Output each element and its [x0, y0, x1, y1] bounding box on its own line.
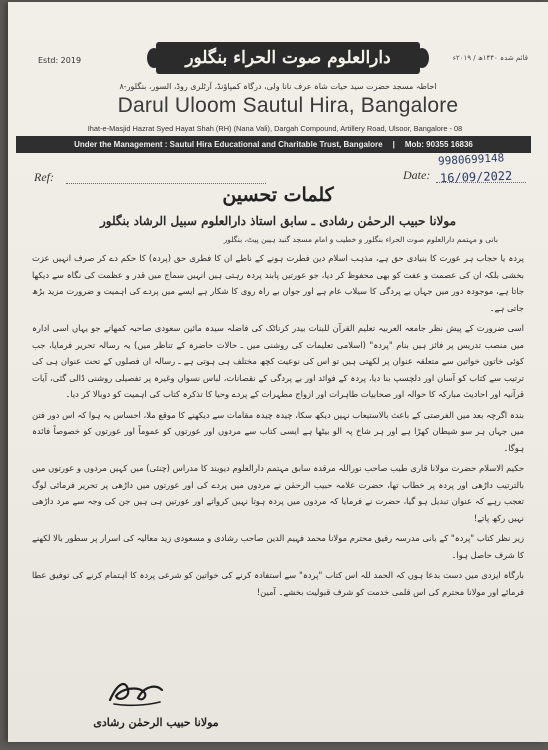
institution-english-name: Darul Uloom Sautul Hira, Bangalore: [117, 94, 459, 117]
author-line: مولانا حبیب الرحمٰن رشادی ـ سابق استاذ دارالعلوم سبیل الرشاد بنگلور: [99, 214, 457, 228]
letterhead-page: [8, 2, 548, 742]
paragraph: اسی ضرورت کے پیش نظر جامعہ العربیہ تعلیم القرآن للبنات بیدر کرناٹک کی فاضلہ سیدہ مائین سعودی صاحبہ کمھاتے جو یہاں اسی ادارہ میں منصب تدریس پر فائز ہیں بنام "پردہ" (اسلامی تعلیمات کی روشنی میں ـ حالات حاضرہ کے تناظر میں) یہ رسالہ تحریر فرمایا، جب کوئی خاتون خواتین سے متعلقہ عنوان پر لکھتی ہیں تو اس کی نوعیت کچھ مختلف ہی ہوتی ہے ـ رسالہ ان فصلوں کے تحت عنوان ہی کی ترتیب سے کتاب کو آسان اور دلچسپ بنا دیا، پردہ کے فوائد اور بے پردگی کے نقصانات، لباس نسواں وغیرہ پر تفصیلی روشنی ڈالی گئی، آیات قرآنیہ اور احادیث مبارکہ کا حوالہ اور صحابیات طاہرات اور ازواج مطہرات کے پردے وحیا کا تذکرہ کتاب کی اہمیت کو دوبالا کر دیا۔: [32, 323, 524, 399]
letter-heading: کلمات تحسین: [222, 184, 334, 206]
author-subline: بانی و مہتمم دارالعلوم صوت الحراء بنگلور و خطیب و امام مسجد گنبد ہیبن پیٹ، بنگلور: [223, 235, 498, 244]
letter-body: [32, 250, 524, 604]
management-bar: [16, 136, 531, 153]
institution-urdu-name: دارالعلوم صوت الحراء بنگلور: [185, 48, 391, 68]
date-label: Date:: [403, 168, 431, 182]
signature-name: مولانا حبیب الرحمٰن رشادی: [93, 716, 219, 729]
ref-label: Ref:: [34, 170, 54, 184]
paragraph: بارگاہ ایزدی میں دست بدعا ہوں کہ الحمد للہ اس کتاب "پردہ" سے استفادہ کرنے کی خواتین کو شرعی پردہ کا اہتمام کرنے کی توفیق عطا فرمائے اور مولانا محترم کی اس قلمی خدمت کو شرف قبولیت بخشے۔ آمین!: [32, 570, 524, 597]
handwritten-phone: 9980699148: [437, 151, 505, 168]
paragraph: زیر نظر کتاب "پردہ" کے بانی مدرسہ رفیق محترم مولانا محمد فہیم الدین صاحب رشادی و مسعودی زید معالیہ کی اسرار پر سطور بالا لکھنے کا شرف حاصل ہوا۔: [32, 533, 524, 560]
paragraph: بندہ اگرچہ بعد میں الفرصتی کے باعث بالاستیعاب نہیں دیکھ سکا، چیدہ چیدہ مقامات سے دیکھنے کا موقع ملا، احساس یہ ہوا کہ اس دور فتن میں جہاں ہر سو شیطان کھڑا ہے اور ہر شاخ پہ الو بیٹھا ہے ایسی کتاب سے مردوں اور عورتوں کو عموماً اور عورتوں کو خصوصاً فائدہ ہوگا۔: [32, 409, 524, 453]
institution-urdu-banner: [156, 42, 420, 74]
paragraph: پردہ یا حجاب ہر عورت کا بنیادی حق ہے، مذہب اسلام دین فطرت ہونے کے ناطے ان کا فطری حق (پردہ) کا حکم دے کر صرف انہیں عزت بخشی بلکہ ان کی عصمت و عفت کو بھی محفوظ کر دیا، جو عورتیں پابند پردہ رہتی ہیں انہیں سماج میں قدر و عظمت کی نگاہ سے دیکھا جاتا ہے، موجودہ دور میں جہاں بے پردگی کا سیلاب عام ہے اور جوان بے راہ روی کا شکار ہے ایسے میں پردے کی اہمیت و ضرورت مزید بڑھ جاتی ہے۔: [32, 253, 524, 313]
handwritten-signature: [104, 676, 168, 710]
bar-separator: |: [392, 140, 395, 149]
established-year: Estd: 2019: [38, 56, 82, 65]
english-address: Ihat-e-Masjid Hazrat Syed Hayat Shah (RH) (Nana Vali), Dargah Compound, Artillery Road, Ulsoor, Bangalore - 08: [87, 124, 463, 133]
urdu-address: احاطہ مسجد حضرت سید حیات شاہ عرف نانا ولی، درگاہ کمپاؤنڈ، آرٹلری روڈ، السور، بنگلور-۸: [119, 82, 437, 91]
registration-number: قائم شدہ ۱۴۴۰ھ / ۲۰۱۹ء: [452, 54, 528, 62]
paragraph: حکیم الاسلام حضرت مولانا قاری طیب صاحب نوراللہ مرقدہ سابق مہتمم دارالعلوم دیوبند کا مدراس (چنئی) میں کہیں مردوں و عورتوں میں بالترتیب داڑھی اور پردہ پر خطاب تھا، حضرت علامہ حبیب الرحمٰن نے مردوں میں پردے کی اور عورتوں میں داڑھی پر تحریر فرمائی لوگ تعجب رہے کہ عنوان تبدیل ہو گیا، حضرت نے فرمایا کہ مردوں میں پردہ ہوتا نہیں کرواتے اور عورتیں ہی ہیں جن کی وجہ سے مرد داڑھی نہیں رکھ پاتے!: [32, 463, 524, 523]
mobile-number: Mob: 90355 16836: [404, 140, 473, 149]
management-text: Under the Management : Sautul Hira Educational and Charitable Trust, Bangalore: [74, 140, 383, 149]
handwritten-date: 16/09/2022: [439, 168, 513, 186]
